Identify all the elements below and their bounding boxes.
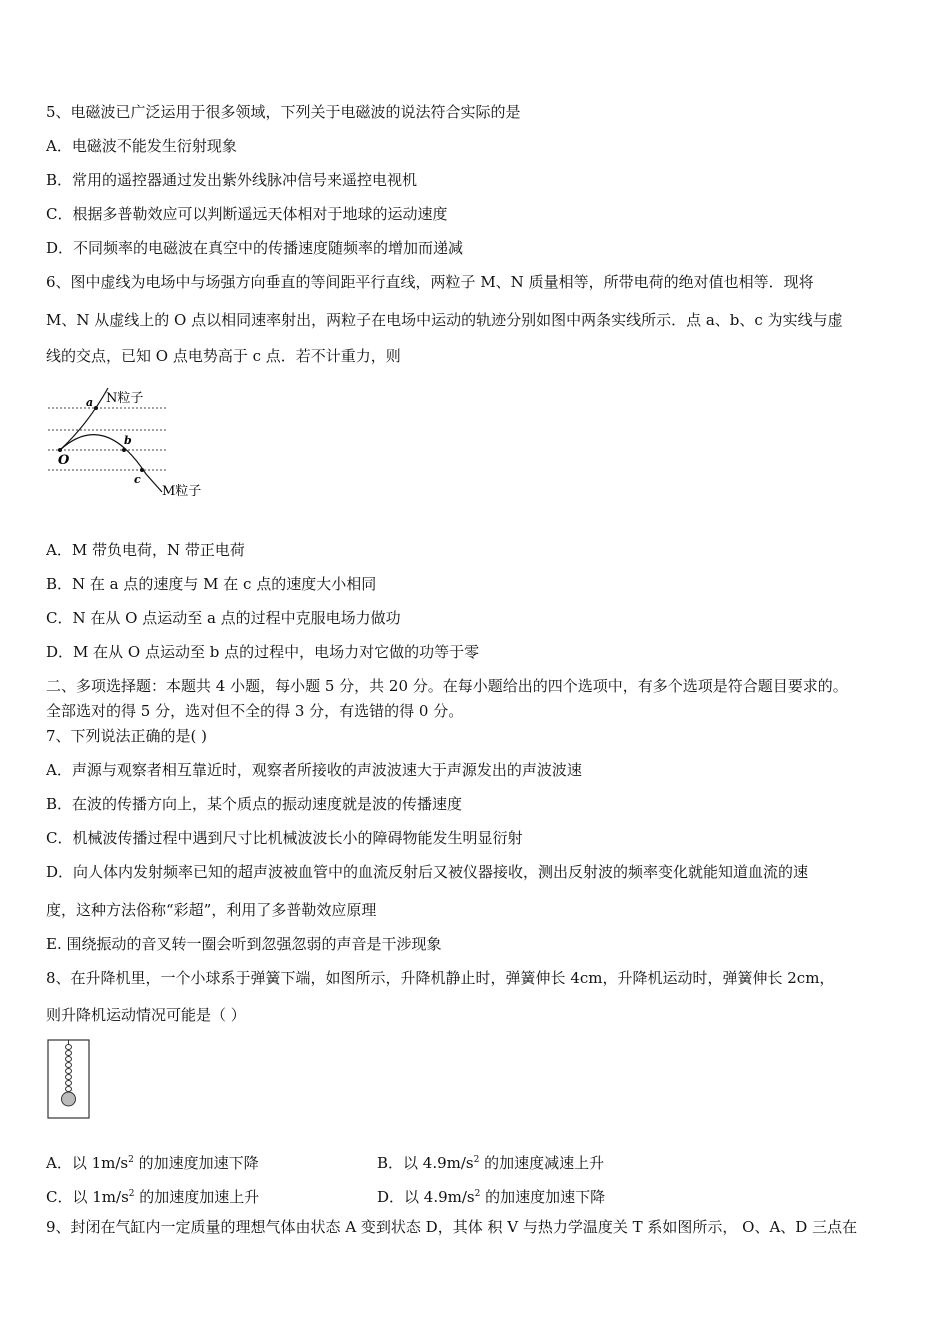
spring [66, 1040, 72, 1092]
section2-line-1: 二、多项选择题：本题共 4 小题，每小题 5 分，共 20 分。在每小题给出的四个选项中，有多个选项是符合题目要求的。 [46, 677, 848, 695]
q8-option-c: C．以 $1m/s^2$ 的加速度加速上升 [46, 1188, 260, 1206]
q6-option-d: D．M 在从 O 点运动至 b 点的过程中，电场力对它做的功等于零 [46, 643, 480, 661]
q6-stem-1: 6、图中虚线为电场中与场强方向垂直的等间距平行直线，两粒子 M、N 质量相等，所带电荷的绝对值也相等．现将 [46, 273, 814, 291]
ball [62, 1092, 76, 1106]
q6-option-a: A．M 带负电荷，N 带正电荷 [46, 541, 245, 559]
q8-option-b: B．以 $4.9m/s^2$ 的加速度减速上升 [377, 1154, 605, 1172]
q9-stem: 9、封闭在气缸内一定质量的理想气体由状态 A 变到状态 D，其体 积 V 与热力学温度关 T 系如图所示， O、A、D 三点在 [46, 1218, 858, 1236]
point-b [122, 448, 126, 452]
q7-option-d-cont: 度，这种方法俗称“彩超”，利用了多普勒效应原理 [46, 901, 377, 919]
q8-option-d: D．以 $4.9m/s^2$ 的加速度加速下降 [377, 1188, 606, 1206]
q7-option-b: B．在波的传播方向上，某个质点的振动速度就是波的传播速度 [46, 795, 463, 813]
section2-line-2: 全部选对的得 5 分，选对但不全的得 3 分，有选错的得 0 分。 [46, 702, 464, 720]
q6-stem-2: M、N 从虚线上的 O 点以相同速率射出，两粒子在电场中运动的轨迹分别如图中两条实线所示．点 a、b、c 为实线与虚 [46, 311, 843, 329]
q7-option-c: C．机械波传播过程中遇到尺寸比机械波波长小的障碍物能发生明显衍射 [46, 829, 523, 847]
q8-stem-2: 则升降机运动情况可能是（ ） [46, 1006, 246, 1024]
q7-option-d: D．向人体内发射频率已知的超声波被血管中的血流反射后又被仪器接收，测出反射波的频率变化就能知道血流的速 [46, 863, 809, 881]
q7-stem: 7、下列说法正确的是( ) [46, 727, 208, 745]
elevator-spring-figure [46, 1038, 92, 1122]
label-a: a [86, 396, 94, 409]
q5-option-b: B．常用的遥控器通过发出紫外线脉冲信号来遥控电视机 [46, 171, 418, 189]
q5-stem: 5、电磁波已广泛运用于很多领域，下列关于电磁波的说法符合实际的是 [46, 103, 521, 121]
q5-option-a: A．电磁波不能发生衍射现象 [46, 137, 237, 155]
point-a [94, 406, 98, 410]
q5-option-c: C．根据多普勒效应可以判断遥远天体相对于地球的运动速度 [46, 205, 448, 223]
point-o [58, 448, 62, 452]
m-particle-trajectory [60, 435, 162, 492]
label-b: b [124, 434, 132, 447]
q6-option-c: C．N 在从 O 点运动至 a 点的过程中克服电场力做功 [46, 609, 401, 627]
label-n-particle: N粒子 [106, 391, 144, 406]
q7-option-a: A．声源与观察者相互靠近时，观察者所接收的声波波速大于声源发出的声波波速 [46, 761, 582, 779]
q6-option-b: B．N 在 a 点的速度与 M 在 c 点的速度大小相同 [46, 575, 377, 593]
label-c: c [134, 473, 141, 486]
electric-field-figure [44, 384, 224, 504]
label-m-particle: M粒子 [162, 484, 202, 499]
q8-option-a: A．以 $1m/s^2$ 的加速度加速下降 [46, 1154, 259, 1172]
q6-stem-3: 线的交点，已知 O 点电势高于 c 点．若不计重力，则 [46, 347, 401, 365]
q8-stem-1: 8、在升降机里，一个小球系于弹簧下端，如图所示，升降机静止时，弹簧伸长 4cm，升降机运动时，弹簧伸长 2cm， [46, 969, 835, 987]
n-particle-trajectory [60, 388, 108, 450]
point-c [140, 468, 144, 472]
q5-option-d: D．不同频率的电磁波在真空中的传播速度随频率的增加而递减 [46, 239, 464, 257]
q7-option-e: E. 围绕振动的音叉转一圈会听到忽强忽弱的声音是干涉现象 [46, 935, 442, 953]
label-o: O [58, 453, 70, 468]
